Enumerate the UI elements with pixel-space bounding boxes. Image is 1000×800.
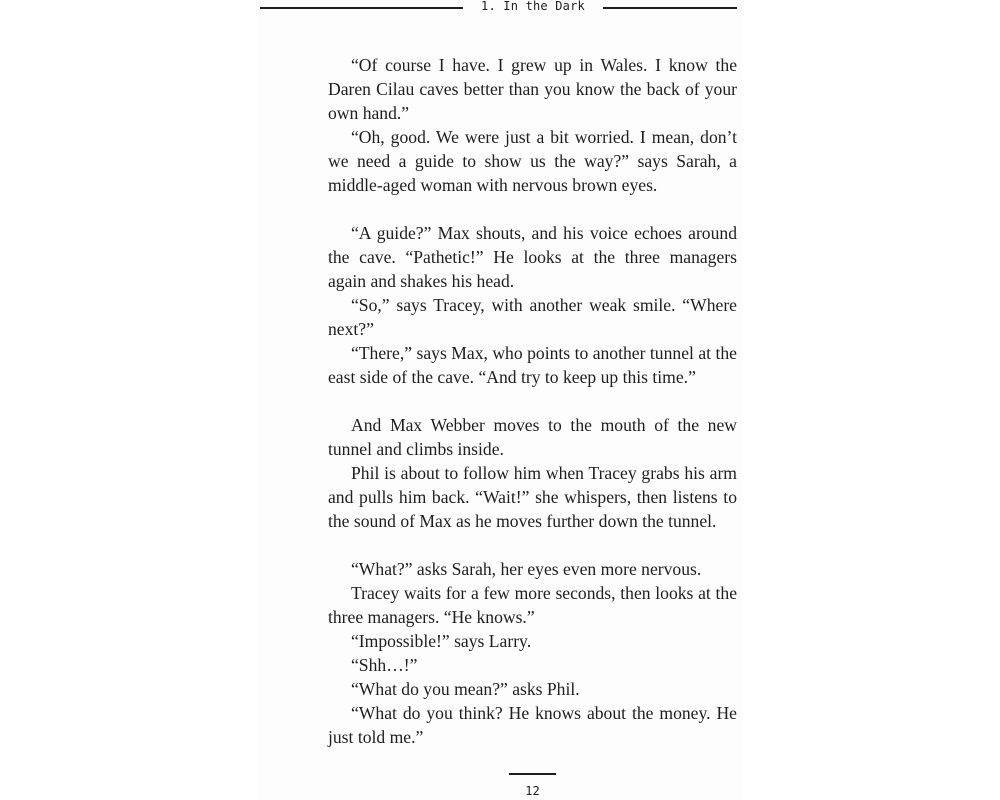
- chapter-title: 1. In the Dark: [481, 0, 585, 13]
- header-rule-left: [260, 7, 463, 9]
- paragraph: “What do you think? He knows about the money. He just told me.”: [328, 703, 737, 747]
- footer-rule: [509, 773, 556, 775]
- section-gap: [328, 389, 737, 413]
- section-gap: [328, 533, 737, 557]
- paragraph: Tracey waits for a few more seconds, then looks at the three managers. “He knows.”: [328, 583, 737, 627]
- paragraph: Phil is about to follow him when Tracey grabs his arm and pulls him back. “Wait!” she whispers, then listens to the sound of Max as he moves further down the tunnel.: [328, 463, 737, 531]
- paragraph: “Oh, good. We were just a bit worried. I mean, don’t we need a guide to show us the way?” says Sarah, a middle-aged woman with nervous brown eyes.: [328, 127, 737, 195]
- body-text: [328, 53, 737, 749]
- paragraph: “Of course I have. I grew up in Wales. I know the Daren Cilau caves better than you know the back of your own hand.”: [328, 55, 737, 123]
- paragraph: And Max Webber moves to the mouth of the new tunnel and climbs inside.: [328, 415, 737, 459]
- paragraph: “A guide?” Max shouts, and his voice echoes around the cave. “Pathetic!” He looks at the three managers again and shakes his head.: [328, 223, 737, 291]
- paragraph: “So,” says Tracey, with another weak smile. “Where next?”: [328, 295, 737, 339]
- running-header: [0, 0, 1000, 18]
- paragraph: “Shh…!”: [351, 655, 418, 675]
- paragraph: “There,” says Max, who points to another tunnel at the east side of the cave. “And try to keep up this time.”: [328, 343, 737, 387]
- page-number: 12: [525, 784, 540, 798]
- paragraph: “What?” asks Sarah, her eyes even more nervous.: [351, 559, 702, 579]
- paragraph: “What do you mean?” asks Phil.: [351, 679, 580, 699]
- section-gap: [328, 197, 737, 221]
- paragraph: “Impossible!” says Larry.: [351, 631, 532, 651]
- header-rule-right: [603, 7, 737, 9]
